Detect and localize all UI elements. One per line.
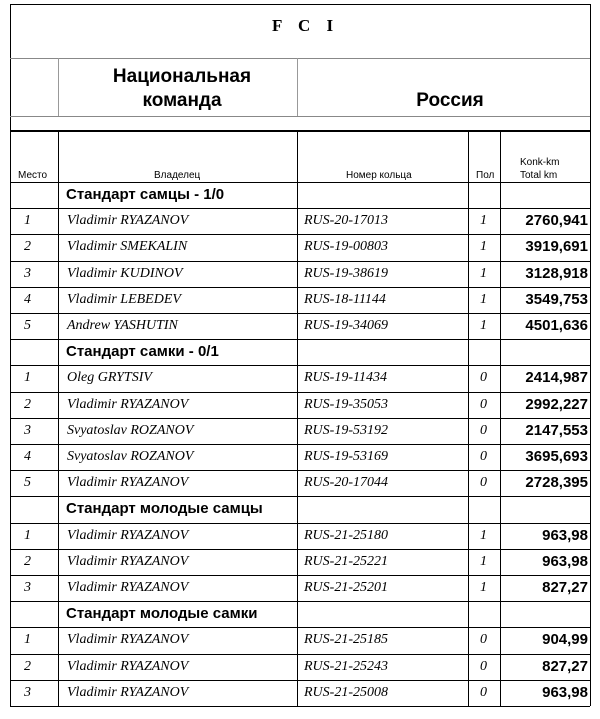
section-title: Стандарт самцы - 1/0 (66, 186, 225, 203)
row-ring-number: RUS-21-25185 (304, 632, 388, 648)
row-owner: Vladimir RYAZANOV (67, 658, 189, 674)
row-place: 3 (24, 684, 31, 700)
row-owner: Svyatoslav ROZANOV (67, 449, 194, 464)
national-team-label-line1: Национальная (112, 66, 252, 87)
row-top-line (10, 261, 590, 262)
row-km: 2147,553 (525, 421, 588, 439)
row-place: 1 (24, 632, 31, 648)
row-owner: Vladimir RYAZANOV (67, 632, 189, 648)
row-top-line (10, 523, 590, 524)
row-km: 3549,753 (525, 290, 588, 308)
row-top-line (10, 444, 590, 445)
row-owner: Vladimir RYAZANOV (67, 475, 189, 491)
row-km: 963,98 (542, 526, 588, 544)
row-ring-number: RUS-19-53169 (304, 449, 388, 464)
row-sex: 0 (480, 632, 487, 648)
row-top-line (10, 365, 590, 366)
row-ring-number: RUS-19-00803 (304, 239, 388, 255)
table-bottom-line (10, 706, 590, 707)
row-place: 4 (24, 291, 31, 307)
row-top-line (10, 287, 590, 288)
row-owner: Svyatoslav ROZANOV (67, 422, 194, 438)
row-ring-number: RUS-19-38619 (304, 265, 388, 281)
row-top-line (10, 392, 590, 393)
row-top-line (10, 313, 590, 314)
header-divider-line (10, 58, 590, 59)
row-km: 827,27 (542, 579, 588, 596)
row-km: 2414,987 (525, 369, 588, 387)
row-top-line (10, 575, 590, 576)
row-top-line (10, 470, 590, 471)
col-header-owner: Владелец (154, 170, 201, 181)
row-sex: 0 (480, 475, 487, 491)
row-place: 5 (24, 475, 31, 491)
row-place: 1 (24, 213, 31, 229)
row-sex: 0 (480, 370, 487, 386)
row-place: 3 (24, 580, 31, 595)
row-ring-number: RUS-18-11144 (304, 291, 386, 307)
row-ring-number: RUS-21-25221 (304, 553, 388, 569)
row-ring-number: RUS-21-25201 (304, 580, 388, 595)
row-top-line (10, 654, 590, 655)
row-top-line (10, 627, 590, 628)
section-top-line (10, 601, 590, 602)
row-owner: Vladimir SMEKALIN (67, 239, 188, 255)
row-place: 2 (24, 396, 31, 412)
row-sex: 0 (480, 449, 487, 464)
row-sex: 1 (480, 527, 487, 543)
row-sex: 1 (480, 213, 487, 229)
row-owner: Andrew YASHUTIN (67, 318, 178, 333)
row-top-line (10, 549, 590, 550)
header-divider-line (10, 116, 590, 117)
row-top-line (10, 418, 590, 419)
row-km: 3695,693 (525, 448, 588, 465)
row-owner: Vladimir RYAZANOV (67, 527, 189, 543)
row-km: 4501,636 (525, 317, 588, 334)
section-top-line (10, 182, 590, 183)
row-km: 2992,227 (525, 395, 588, 413)
row-owner: Vladimir RYAZANOV (67, 396, 189, 412)
row-top-line (10, 234, 590, 235)
row-owner: Vladimir LEBEDEV (67, 291, 181, 307)
row-km: 827,27 (542, 657, 588, 675)
col-header-km-line2: Total km (520, 170, 558, 181)
row-place: 2 (24, 658, 31, 674)
row-km: 963,98 (542, 552, 588, 570)
row-ring-number: RUS-21-25180 (304, 527, 388, 543)
row-place: 3 (24, 422, 31, 438)
row-owner: Vladimir KUDINOV (67, 265, 183, 281)
row-ring-number: RUS-19-34069 (304, 318, 388, 333)
header-col-divider (297, 58, 298, 116)
row-sex: 1 (480, 553, 487, 569)
frame-top-line (10, 4, 590, 5)
row-ring-number: RUS-19-35053 (304, 396, 388, 412)
row-ring-number: RUS-21-25243 (304, 658, 388, 674)
table-top-line (10, 130, 590, 132)
col-divider-line (590, 130, 591, 706)
row-owner: Oleg GRYTSIV (67, 370, 152, 386)
row-km: 2728,395 (525, 474, 588, 492)
page-title: F C I (272, 16, 340, 35)
row-owner: Vladimir RYAZANOV (67, 553, 189, 569)
row-top-line (10, 680, 590, 681)
section-title: Стандарт самки - 0/1 (66, 343, 219, 361)
header-col-divider (58, 58, 59, 116)
row-owner: Vladimir RYAZANOV (67, 684, 189, 700)
col-header-ring: Номер кольца (346, 170, 412, 181)
row-owner: Vladimir RYAZANOV (67, 580, 189, 595)
section-top-line (10, 496, 590, 497)
row-sex: 1 (480, 291, 487, 307)
row-place: 5 (24, 318, 31, 333)
row-ring-number: RUS-19-53192 (304, 422, 388, 438)
row-place: 2 (24, 553, 31, 569)
row-ring-number: RUS-20-17013 (304, 213, 388, 229)
row-km: 963,98 (542, 683, 588, 701)
row-place: 2 (24, 239, 31, 255)
row-sex: 1 (480, 265, 487, 281)
section-title: Стандарт молодые самцы (66, 500, 263, 518)
row-place: 1 (24, 527, 31, 543)
col-header-km-line1: Konk-km (520, 157, 560, 168)
row-km: 3919,691 (525, 238, 588, 256)
row-place: 3 (24, 265, 31, 281)
row-ring-number: RUS-19-11434 (304, 370, 387, 386)
row-sex: 0 (480, 422, 487, 438)
row-sex: 0 (480, 396, 487, 412)
row-sex: 1 (480, 239, 487, 255)
country-name: Россия (416, 90, 484, 111)
row-place: 1 (24, 370, 31, 386)
row-owner: Vladimir RYAZANOV (67, 213, 189, 229)
national-team-label-line2: команда (142, 90, 222, 111)
row-sex: 1 (480, 318, 487, 333)
col-header-place: Место (18, 170, 48, 181)
row-top-line (10, 208, 590, 209)
row-sex: 0 (480, 684, 487, 700)
row-place: 4 (24, 449, 31, 464)
row-km: 904,99 (542, 631, 588, 649)
row-sex: 0 (480, 658, 487, 674)
section-title: Стандарт молодые самки (66, 605, 258, 623)
row-km: 3128,918 (525, 264, 588, 282)
row-km: 2760,941 (525, 212, 588, 230)
row-sex: 1 (480, 580, 487, 595)
col-header-sex: Пол (476, 170, 495, 181)
row-ring-number: RUS-20-17044 (304, 475, 388, 491)
section-top-line (10, 339, 590, 340)
row-ring-number: RUS-21-25008 (304, 684, 388, 700)
